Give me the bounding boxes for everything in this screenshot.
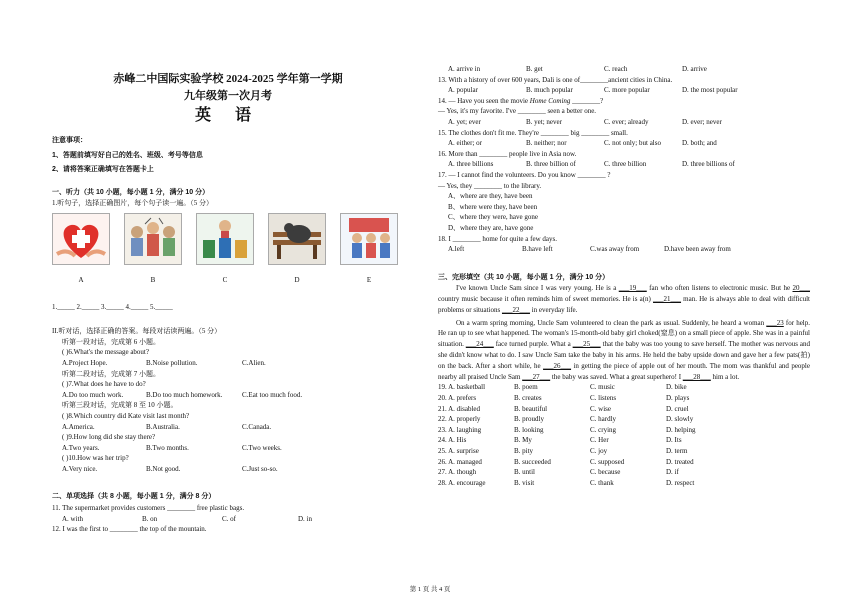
cloze-blank-20: 20___ bbox=[792, 284, 810, 293]
cloze-paragraph-2 bbox=[438, 318, 810, 383]
cloze-options bbox=[438, 382, 810, 488]
option: D. in bbox=[298, 514, 312, 523]
option: B. get bbox=[526, 65, 543, 73]
cloze-option: 24. A. His bbox=[438, 436, 467, 445]
cloze-option: B. creates bbox=[514, 394, 542, 403]
option: D. three billions of bbox=[682, 160, 735, 169]
cloze-text: for help. He ran up to see what happened. The woman's 15-month-old baby girl choked(窒息) on a small piece of apple. She was in a painful situation. bbox=[438, 318, 810, 349]
question-7-options bbox=[52, 390, 404, 401]
school-title: 赤峰二中国际实验学校 2024-2025 学年第一学期 bbox=[113, 73, 343, 85]
students-icon bbox=[341, 214, 397, 264]
cloze-option: B. succeeded bbox=[514, 457, 551, 466]
option: D、where they are, have gone bbox=[448, 223, 534, 232]
cloze-blank-21: ___21___ bbox=[653, 295, 682, 304]
option: C.Canada. bbox=[242, 422, 272, 431]
question-7: ( )7.What does he have to do? bbox=[62, 380, 146, 389]
cloze-option: B. looking bbox=[514, 425, 544, 434]
option: C、where they were, have gone bbox=[448, 213, 538, 222]
option: C. not only; but also bbox=[604, 139, 661, 148]
question-9: ( )9.How long did she stay there? bbox=[62, 433, 156, 442]
question-14-reply: — Yes, it's my favorite. I've ________ seen a better one. bbox=[438, 107, 597, 116]
picture-label: A bbox=[78, 275, 84, 284]
cloze-paragraph-1 bbox=[438, 283, 810, 315]
cloze-option: 22. A. properly bbox=[438, 415, 481, 424]
cloze-option: B. beautiful bbox=[514, 404, 548, 413]
question-15: 15. The clothes don't fit me. They're ________ big ________ small. bbox=[438, 128, 628, 137]
option: C. of bbox=[222, 514, 236, 523]
option: D. the most popular bbox=[682, 86, 738, 95]
cloze-text: that the baby was too young to save herself. The mother was nervous and she didn't know what to do. I saw Uncle Sam take the baby in his arms. He held the baby upside down and gave her a few pats(拍) on the back. After a short while, he bbox=[438, 340, 810, 370]
cloze-blank-24: ___24___ bbox=[465, 340, 494, 349]
cloze-option: D. plays bbox=[666, 394, 690, 403]
picture-label: B bbox=[150, 275, 156, 284]
dialogue-3-label: 听第三段对话，完成第 8 至 10 小题。 bbox=[62, 401, 178, 410]
cloze-option: C. wise bbox=[590, 404, 611, 413]
cloze-option: D. Its bbox=[666, 436, 682, 445]
option: D. both; and bbox=[682, 139, 717, 148]
page-footer: 第 1 页 共 4 页 bbox=[409, 586, 451, 593]
cloze-text: country music because it often reminds him of sweet memories. He is a(n) bbox=[438, 295, 654, 304]
cloze-option: D. term bbox=[666, 447, 688, 456]
cloze-option: 26. A. managed bbox=[438, 457, 482, 466]
subject-title: 英 语 bbox=[194, 107, 261, 124]
option: A. yet; ever bbox=[448, 117, 481, 126]
option: A. three billions bbox=[448, 160, 494, 169]
picture-label: C bbox=[222, 275, 228, 284]
picture-d-bench-animal bbox=[268, 213, 326, 265]
option: B、where were they, have been bbox=[448, 202, 538, 211]
option: A.America. bbox=[62, 422, 95, 431]
cloze-text: the baby was saved. What a great superhero! I bbox=[550, 372, 683, 381]
cloze-blank-26: ___26___ bbox=[543, 361, 572, 370]
cloze-option: 27. A. though bbox=[438, 468, 477, 477]
cloze-option: C. supposed bbox=[590, 457, 625, 466]
question-14-options bbox=[438, 117, 810, 128]
question-16: 16. More than ________ people live in Asia now. bbox=[438, 149, 577, 158]
cloze-option: B. until bbox=[514, 468, 536, 477]
movie-title: Home Coming bbox=[529, 96, 571, 105]
cloze-option: 19. A. basketball bbox=[438, 383, 486, 392]
question-14-text: 14. — Have you seen the movie bbox=[438, 96, 530, 105]
cloze-text: in everyday life. bbox=[529, 305, 578, 314]
cloze-option: 21. A. disabled bbox=[438, 404, 480, 413]
option: B. on bbox=[142, 514, 158, 523]
picture-e-students bbox=[340, 213, 398, 265]
cloze-blank-27: ___27___ bbox=[522, 372, 551, 381]
question-8-options bbox=[52, 422, 404, 433]
cloze-text: face turned purple. What a bbox=[493, 340, 573, 349]
crowd-icon bbox=[125, 214, 181, 264]
option: C.Just so-so. bbox=[242, 464, 278, 473]
option: C. reach bbox=[604, 65, 628, 73]
picture-label: E bbox=[366, 275, 372, 284]
cloze-option: C. thank bbox=[590, 478, 614, 487]
cloze-option: C. hardly bbox=[590, 415, 617, 424]
option: A. arrive in bbox=[448, 65, 481, 73]
question-8: ( )8.Which country did Kate visit last month? bbox=[62, 411, 190, 420]
option: C. three billion bbox=[604, 160, 647, 169]
cloze-option: D. helping bbox=[666, 425, 696, 434]
listening-part1-instruction: 1.听句子，选择正确图片，每个句子读一遍。（5 分） bbox=[52, 199, 213, 208]
picture-c-recycling bbox=[196, 213, 254, 265]
option: D. arrive bbox=[682, 65, 707, 73]
question-14-blank: ________? bbox=[570, 96, 604, 105]
question-10: ( )10.How was her trip? bbox=[62, 454, 129, 463]
cloze-option: C. joy bbox=[590, 447, 608, 456]
cloze-option: B. proudly bbox=[514, 415, 544, 424]
picture-row bbox=[52, 213, 404, 263]
cloze-blank-19: ___19___ bbox=[618, 284, 647, 293]
option: B.Australia. bbox=[146, 422, 180, 431]
picture-b-crowd bbox=[124, 213, 182, 265]
exam-title: 九年级第一次月考 bbox=[184, 90, 272, 102]
option: A.Project Hope. bbox=[62, 358, 108, 367]
cloze-option: B. My bbox=[514, 436, 532, 445]
cloze-blank-25: ___25___ bbox=[572, 340, 601, 349]
option: B.Do too much homework. bbox=[146, 390, 223, 399]
option: B. neither; nor bbox=[526, 139, 567, 148]
cloze-text: him a lot. bbox=[710, 372, 740, 381]
answer-blanks: 1._____ 2._____ 3._____ 4._____ 5._____ bbox=[52, 302, 173, 311]
option: B.Not good. bbox=[146, 464, 181, 473]
option: A. popular bbox=[448, 86, 478, 95]
note-item: 1、答题前填写好自己的姓名、班级、考号等信息 bbox=[52, 151, 203, 159]
question-6-options bbox=[52, 358, 404, 369]
cloze-blank-22: ___22___ bbox=[501, 305, 530, 314]
single-choice-heading: 二、单项选择（共 8 小题，每小题 1 分，满分 8 分） bbox=[52, 493, 216, 501]
notes-heading: 注意事项： bbox=[52, 137, 87, 144]
cloze-option: C. because bbox=[590, 468, 621, 477]
bench-icon bbox=[269, 214, 325, 264]
cloze-option: B. visit bbox=[514, 478, 535, 487]
option: C.was away from bbox=[590, 245, 640, 254]
cloze-option: 20. A. prefers bbox=[438, 394, 477, 403]
option: B.have left bbox=[522, 245, 553, 254]
cloze-option: D. treated bbox=[666, 457, 694, 466]
heart-cross-icon bbox=[53, 214, 109, 264]
option: B. three billion of bbox=[526, 160, 576, 169]
picture-a-heart-cross bbox=[52, 213, 110, 265]
option: A.Very nice. bbox=[62, 464, 98, 473]
cloze-option: B. pity bbox=[514, 447, 534, 456]
cloze-text: I've known Uncle Sam since I was very young. He is a bbox=[456, 284, 619, 293]
cloze-blank-23: ___23 bbox=[766, 318, 784, 327]
picture-label: D bbox=[294, 275, 300, 284]
cloze-option: 28. A. encourage bbox=[438, 478, 486, 487]
question-12: 12. I was the first to ________ the top of the mountain. bbox=[52, 525, 207, 534]
option: C.Alien. bbox=[242, 358, 266, 367]
cloze-option: 25. A. surprise bbox=[438, 447, 479, 456]
cloze-option: 23. A. laughing bbox=[438, 425, 482, 434]
cloze-option: C. listens bbox=[590, 394, 617, 403]
option: B.Noise pollution. bbox=[146, 358, 198, 367]
question-18-options bbox=[438, 244, 810, 255]
option: C. ever; already bbox=[604, 117, 649, 126]
option: C.Eat too much food. bbox=[242, 390, 303, 399]
option: A. with bbox=[62, 514, 83, 523]
option: A、where are they, have been bbox=[448, 192, 533, 201]
option: B.Two months. bbox=[146, 443, 189, 452]
question-10-options bbox=[52, 464, 404, 475]
option: A.left bbox=[448, 245, 465, 254]
question-9-options bbox=[52, 443, 404, 454]
option: A.Two years. bbox=[62, 443, 100, 452]
option: C. more popular bbox=[604, 86, 650, 95]
question-15-options bbox=[438, 138, 810, 149]
question-11: 11. The supermarket provides customers ________ free plastic bags. bbox=[52, 504, 245, 513]
cloze-option: C. Her bbox=[590, 436, 609, 445]
option: D. ever; never bbox=[682, 117, 722, 126]
question-17: 17. — I cannot find the volunteers. Do you know ________ ? bbox=[438, 170, 611, 179]
cloze-text: On a warm spring morning, Uncle Sam volunteered to clean the park as usual. Suddenly, he heard a woman bbox=[456, 318, 767, 327]
listening-heading: 一、听力（共 10 小题，每小题 1 分，满分 10 分） bbox=[52, 188, 210, 196]
cloze-option: B. poem bbox=[514, 383, 538, 392]
option: B. much popular bbox=[526, 86, 573, 95]
cloze-heading: 三、完形填空（共 10 小题，每小题 1 分，满分 10 分） bbox=[438, 273, 610, 281]
question-18: 18. I ________ home for quite a few days. bbox=[438, 234, 557, 243]
option: A. either; or bbox=[448, 139, 483, 148]
cloze-option: C. music bbox=[590, 383, 615, 392]
cloze-option: D. if bbox=[666, 468, 679, 477]
cloze-text: in getting the piece of apple out of her mouth. The mom was thankful and people nearby all praised Uncle Sam bbox=[438, 361, 810, 381]
left-column bbox=[52, 64, 404, 535]
cloze-option: C. crying bbox=[590, 425, 617, 434]
cloze-option: D. respect bbox=[666, 478, 695, 487]
question-11-options bbox=[52, 514, 404, 525]
question-17-reply: — Yes, they ________ to the library. bbox=[438, 181, 542, 190]
question-6: ( )6.What's the message about? bbox=[62, 348, 149, 357]
picture-labels bbox=[52, 275, 404, 286]
dialogue-2-label: 听第二段对话，完成第 7 小题。 bbox=[62, 369, 160, 378]
cloze-option: D. bike bbox=[666, 383, 687, 392]
dialogue-1-label: 听第一段对话，完成第 6 小题。 bbox=[62, 337, 160, 346]
recycling-icon bbox=[197, 214, 253, 264]
option: D.have been away from bbox=[664, 245, 731, 254]
question-13: 13. With a history of over 600 years, Dali is one of________ancient cities in China. bbox=[438, 75, 673, 84]
option: C.Two weeks. bbox=[242, 443, 282, 452]
note-item: 2、请将答案正确填写在答题卡上 bbox=[52, 166, 154, 174]
cloze-text: fan who often listens to electronic music. But he bbox=[646, 284, 793, 293]
option: B. yet; never bbox=[526, 117, 562, 126]
question-12-options bbox=[438, 64, 810, 75]
cloze-text: man. He is always able to deal with difficult problems or situations bbox=[438, 295, 810, 314]
cloze-option: D. cruel bbox=[666, 404, 689, 413]
question-13-options bbox=[438, 85, 810, 96]
question-16-options bbox=[438, 159, 810, 170]
listening-part2-instruction: II.听对话，选择正确的答案。每段对话读两遍。（5 分） bbox=[52, 327, 222, 336]
cloze-option: D. slowly bbox=[666, 415, 694, 424]
right-column bbox=[438, 64, 810, 488]
cloze-blank-28: ___28___ bbox=[682, 372, 711, 381]
option: A.Do too much work. bbox=[62, 390, 124, 399]
question-14 bbox=[438, 96, 810, 107]
